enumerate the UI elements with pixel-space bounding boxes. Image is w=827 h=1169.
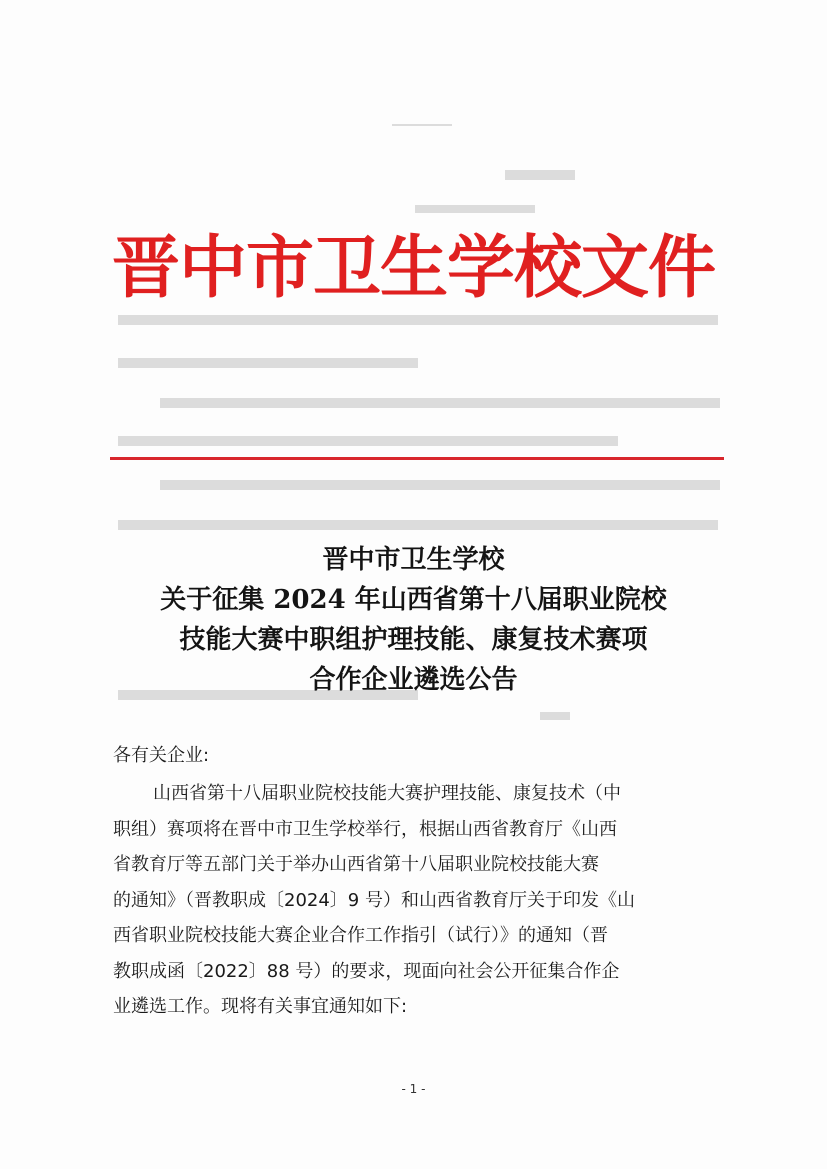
- body-line: 职组）赛项将在晋中市卫生学校举行，根据山西省教育厅《山西: [113, 818, 617, 840]
- document-header-title: 晋中市卫生学校文件: [111, 228, 715, 308]
- body-line: 省教育厅等五部门关于举办山西省第十八届职业院校技能大赛: [113, 854, 599, 875]
- notice-title-line: 关于征集 2024 年山西省第十八届职业院校: [160, 585, 667, 615]
- body-paragraph: [113, 776, 728, 1025]
- notice-title-line: 技能大赛中职组护理技能、康复技术赛项: [179, 625, 648, 655]
- page-number: - 1 -: [401, 1082, 426, 1096]
- salutation: 各有关企业:: [113, 745, 210, 766]
- body-line: 西省职业院校技能大赛企业合作工作指引（试行）》的通知（晋: [113, 925, 608, 946]
- body-line: 教职成函〔2022〕88 号）的要求，现面向社会公开征集合作企: [113, 960, 620, 982]
- body-line: 的通知》（晋教职成〔2024〕9 号）和山西省教育厅关于印发《山: [113, 889, 635, 911]
- body-line: 山西省第十八届职业院校技能大赛护理技能、康复技术（中: [153, 783, 621, 804]
- notice-title: [60, 540, 767, 700]
- header-divider-rule: [110, 457, 724, 460]
- notice-title-line: 晋中市卫生学校: [322, 545, 505, 575]
- body-line: 业遴选工作。现将有关事宜通知如下:: [113, 996, 408, 1017]
- notice-title-line: 合作企业遴选公告: [309, 665, 518, 695]
